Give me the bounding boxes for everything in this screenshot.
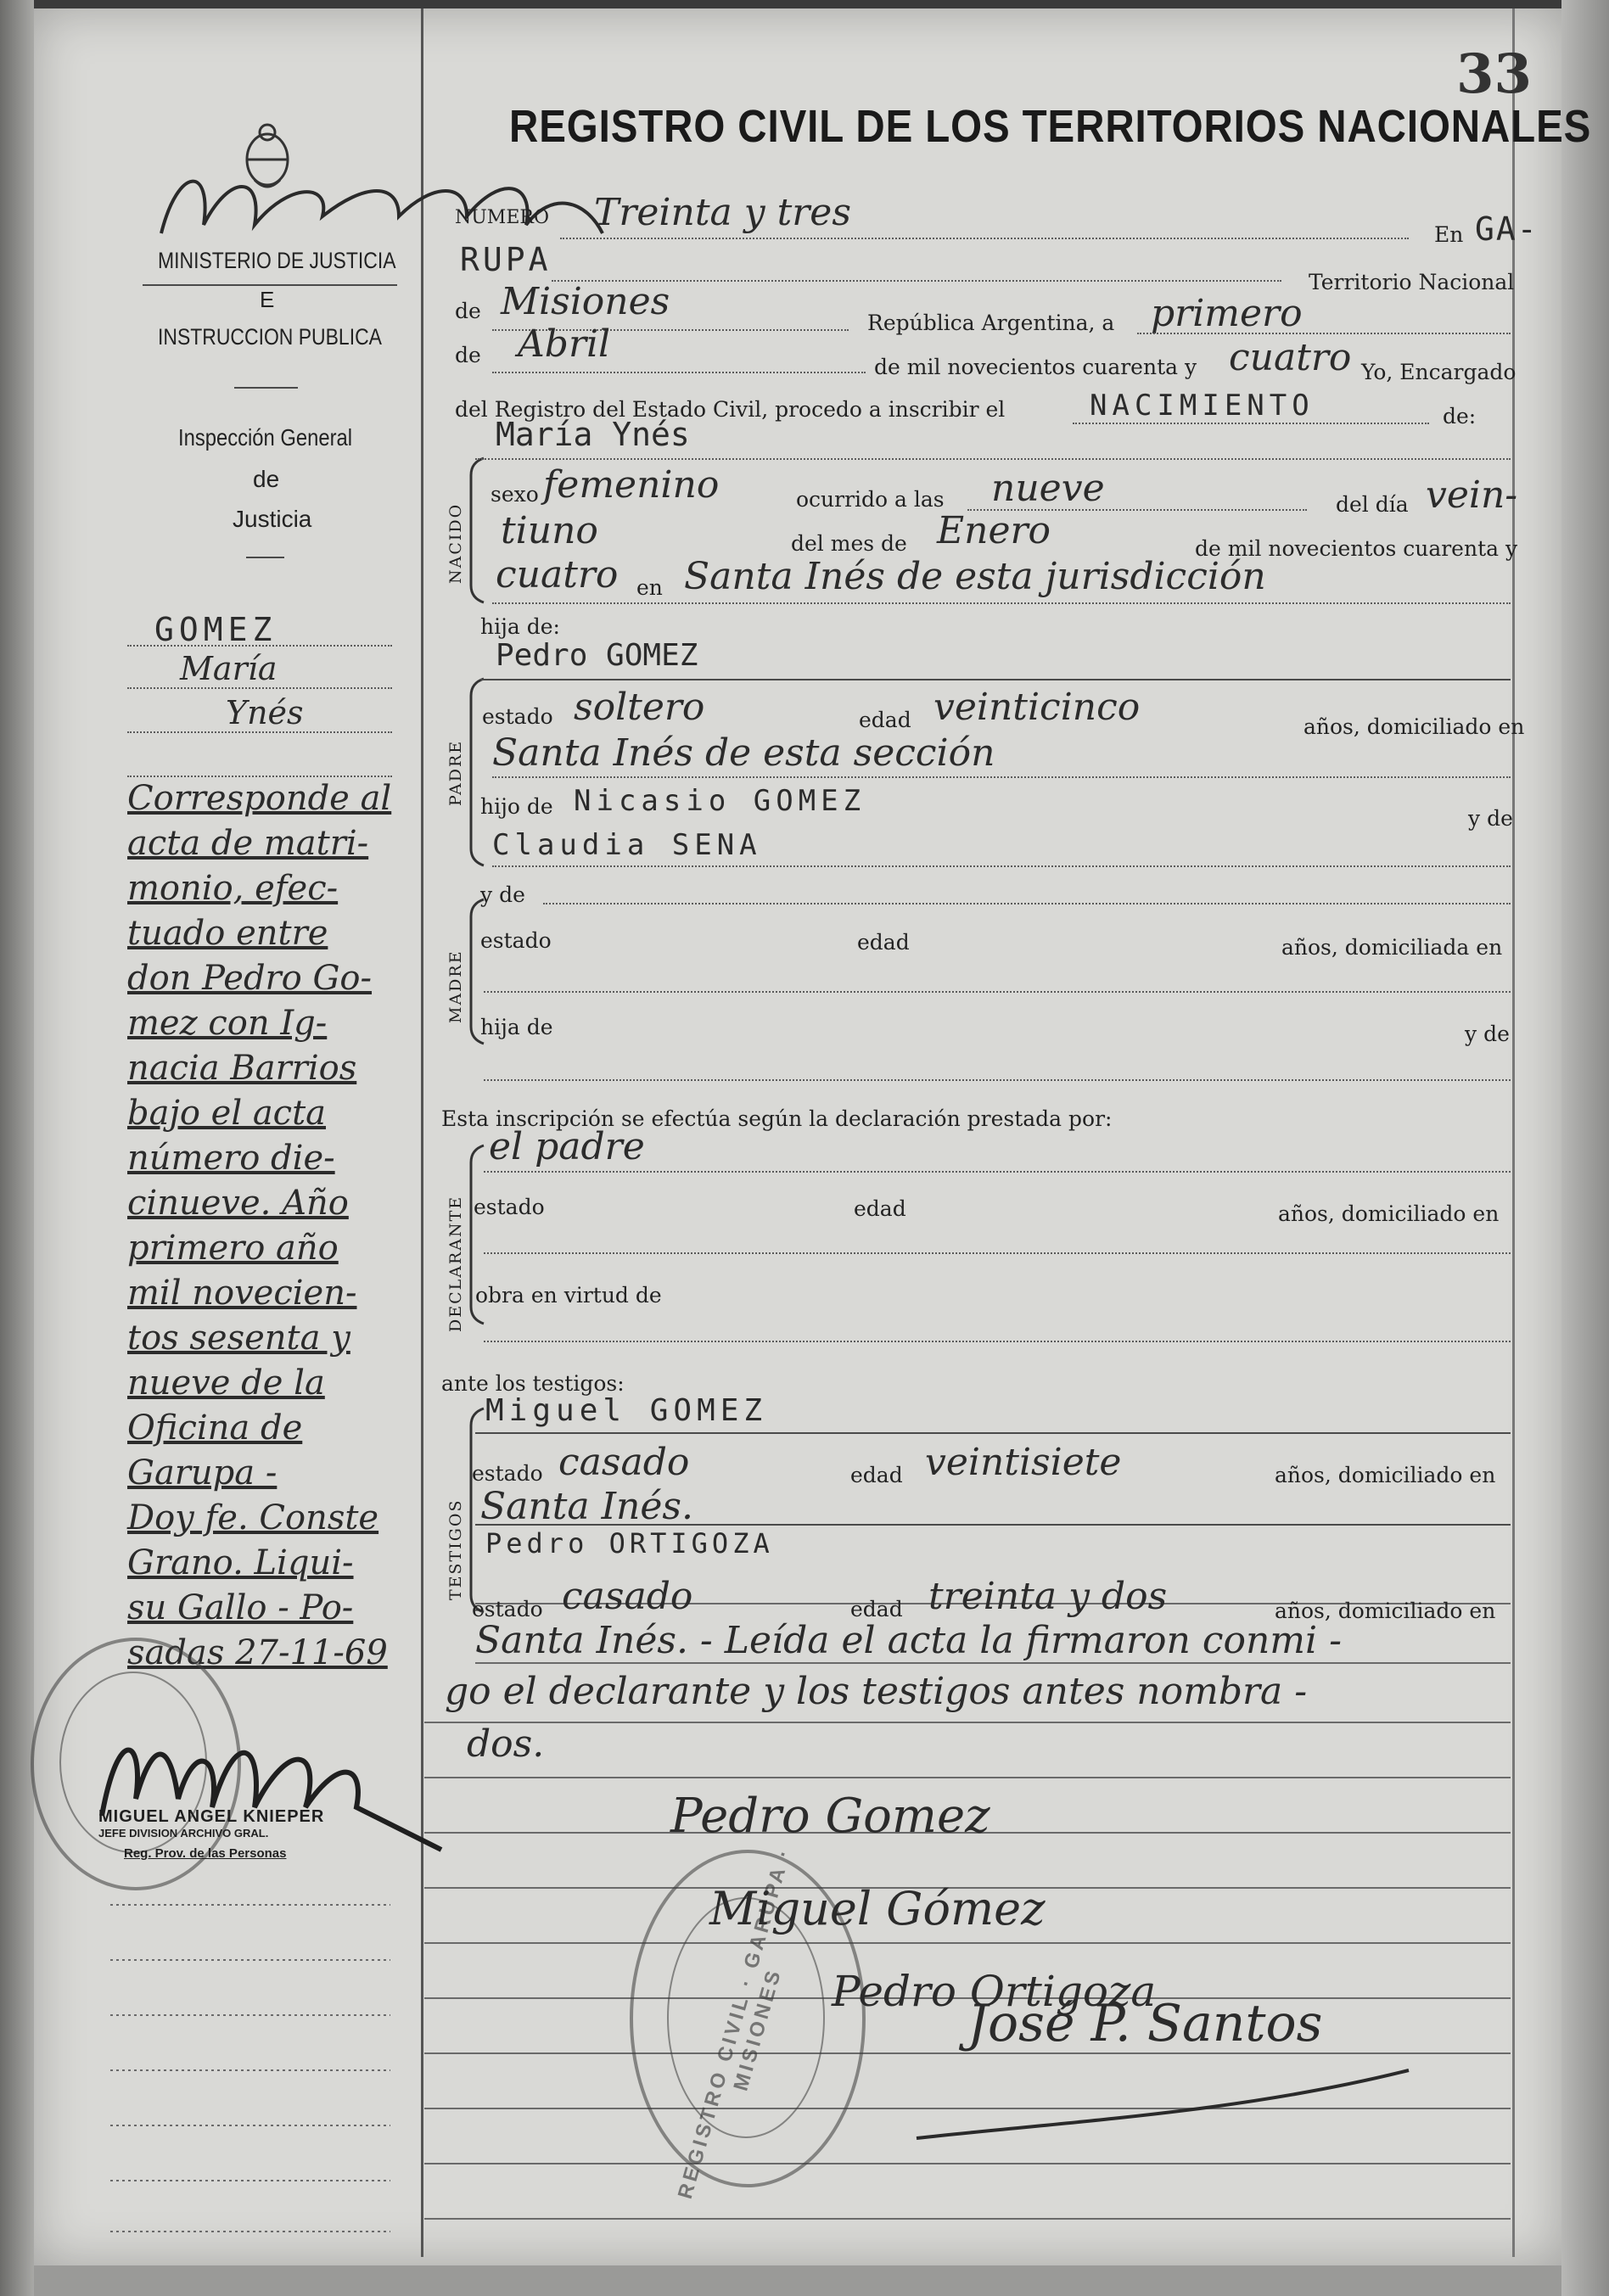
padre-domicilio-value: Santa Inés de esta sección	[492, 731, 995, 775]
testigo1-estado-value: casado	[558, 1441, 690, 1484]
label-edad-t2: edad	[850, 1597, 903, 1621]
ministry-line2: E	[260, 287, 275, 312]
margin-note-line: Corresponde al	[127, 779, 392, 818]
padre-madre-value: Claudia SENA	[492, 828, 762, 862]
margin-note-line: número die-	[127, 1139, 335, 1178]
margin-note-line: don Pedro Go-	[127, 959, 373, 998]
hora-value: nueve	[991, 467, 1105, 510]
margin-note-line: Grano. Liqui-	[127, 1543, 354, 1582]
rupa-value: RUPA	[460, 241, 552, 278]
cierre-line2: dos.	[467, 1722, 545, 1766]
inspection-line1: Inspección General	[178, 424, 353, 451]
label-del-mes: del mes de	[791, 531, 907, 556]
label-de-mil2: de mil novecientos cuarenta y	[1195, 536, 1518, 561]
anio-value: cuatro	[1229, 336, 1352, 379]
stamp-role: JEFE DIVISION ARCHIVO GRAL.	[98, 1827, 269, 1840]
inspection-line3: Justicia	[233, 506, 312, 532]
label-de-mil: de mil novecientos cuarenta y	[874, 355, 1197, 379]
signature-pedro-gomez: Pedro Gomez	[670, 1789, 990, 1844]
margin-note-line: su Gallo - Po-	[127, 1588, 354, 1627]
label-anos-dom-t2: años, domiciliado en	[1275, 1599, 1496, 1623]
dia-nac1-value: vein-	[1426, 473, 1518, 517]
label-de2: de	[455, 343, 481, 367]
testigo2-estado-value: casado	[562, 1575, 693, 1618]
label-inscripcion: Esta inscripción se efectúa según la declaración prestada por:	[441, 1106, 1113, 1131]
margin-note-line: tos sesenta y	[127, 1319, 350, 1358]
cierre-line1: go el declarante y los testigos antes nombra -	[445, 1670, 1308, 1713]
label-estado: estado	[482, 704, 553, 729]
label-y-de: y de	[1468, 806, 1513, 831]
dia-value: primero	[1151, 292, 1303, 335]
label-territorio: Territorio Nacional	[1309, 270, 1515, 294]
margin-signature	[85, 1688, 475, 1875]
margin-note-line: bajo el acta	[127, 1094, 327, 1133]
margin-rule	[127, 687, 392, 689]
fill-line	[492, 372, 866, 373]
section-testigos: TESTIGOS	[446, 1498, 465, 1600]
ministry-line1: MINISTERIO DE JUSTICIA	[158, 248, 396, 273]
margin-note-line: Doy fe. Conste	[127, 1498, 379, 1537]
margin-note-line: mez con Ig-	[127, 1004, 328, 1043]
fill-line	[484, 1079, 1511, 1081]
label-estado-decl: estado	[474, 1195, 545, 1219]
territorio-value: Misiones	[501, 280, 670, 323]
lugar-nac-value: Santa Inés de esta jurisdicción	[684, 555, 1266, 598]
label-y-de-madre: y de	[480, 882, 525, 907]
fill-line	[475, 1432, 1511, 1434]
margin-name2: Ynés	[226, 694, 304, 731]
margin-note	[127, 779, 399, 1678]
label-del-registro: del Registro del Estado Civil, procedo a inscribir el	[455, 397, 1006, 422]
stamp-name: MIGUEL ANGEL KNIEPER	[98, 1807, 325, 1826]
section-padre: PADRE	[446, 739, 465, 806]
label-hija-de-madre: hija de	[480, 1015, 553, 1039]
label-hija-de: hija de:	[480, 614, 560, 639]
label-yo: Yo, Encargado	[1361, 360, 1516, 384]
testigo1-dom-value: Santa Inés.	[480, 1485, 693, 1528]
nombre-value: María Ynés	[496, 416, 690, 453]
inspection-line2: de	[253, 466, 280, 492]
dia-nac2-value: tiuno	[501, 509, 598, 552]
fill-line	[484, 1341, 1511, 1342]
declarante-value: el padre	[489, 1125, 645, 1168]
signature-pedro-ortigoza: Pedro Ortigoza	[832, 1967, 1157, 2016]
label-en-lower: en	[636, 575, 663, 600]
signature-jose-santos: José P. Santos	[967, 1994, 1323, 2053]
signature-miguel-gomez: Miguel Gómez	[709, 1882, 1046, 1935]
margin-note-line: Garupa -	[127, 1453, 278, 1492]
ministry-line3: INSTRUCCION PUBLICA	[158, 324, 382, 350]
section-madre: MADRE	[446, 949, 465, 1023]
margin-note-line: nacia Barrios	[127, 1049, 357, 1088]
margin-note-line: primero año	[127, 1229, 339, 1268]
fill-line	[1073, 423, 1429, 424]
testigo1-edad-value: veintisiete	[925, 1441, 1122, 1484]
sexo-value: femenino	[543, 463, 720, 507]
signature-flourish	[900, 2019, 1426, 2147]
padre-nombre-value: Pedro GOMEZ	[496, 638, 698, 673]
testigo2-dom-value: Santa Inés. - Leída el acta la firmaron conmi -	[475, 1619, 1342, 1662]
label-del-dia: del día	[1336, 492, 1409, 517]
label-edad-madre: edad	[857, 930, 910, 955]
margin-note-line: cinueve. Año	[127, 1184, 349, 1223]
stamp-office: Reg. Prov. de las Personas	[124, 1846, 287, 1861]
margin-name1: María	[180, 650, 278, 687]
anio-nac-value: cuatro	[496, 553, 619, 596]
label-anos-dom-t1: años, domiciliado en	[1275, 1463, 1496, 1487]
margin-note-line: monio, efec-	[127, 869, 339, 908]
acto-value: NACIMIENTO	[1090, 389, 1315, 423]
fill-line	[543, 903, 1511, 904]
label-numero: NUMERO	[455, 207, 549, 228]
seal-text: REGISTRO CIVIL · GARUPA · MISIONES	[673, 1844, 797, 2202]
label-anos-dom: años, domiciliado en	[1303, 714, 1525, 739]
label-de: de	[455, 299, 481, 323]
fill-line	[492, 602, 1511, 604]
en-value: GA-	[1475, 210, 1539, 248]
mes-nac-value: Enero	[937, 509, 1051, 552]
label-anos-doma: años, domiciliada en	[1281, 935, 1503, 960]
label-edad: edad	[859, 708, 911, 732]
numero-value: Treinta y tres	[594, 191, 851, 234]
ministry-divider2	[234, 387, 298, 389]
section-declarante: DECLARANTE	[446, 1195, 465, 1332]
label-anos-dom-decl: años, domiciliado en	[1278, 1201, 1500, 1226]
margin-surname: GOMEZ	[154, 611, 278, 648]
testigo2-edad-value: treinta y dos	[928, 1575, 1168, 1618]
margin-note-line: acta de matri-	[127, 824, 369, 863]
page-title: REGISTRO CIVIL DE LOS TERRITORIOS NACIONALES	[509, 101, 1592, 152]
fill-line	[484, 1171, 1511, 1173]
margin-note-line: mil novecien-	[127, 1274, 357, 1313]
label-estado-madre: estado	[480, 928, 552, 953]
fill-line	[560, 238, 1409, 239]
fill-line	[475, 1524, 1511, 1526]
fill-line	[492, 865, 1511, 867]
padre-edad-value: veinticinco	[933, 686, 1141, 729]
margin-rule	[127, 776, 392, 777]
inspection-divider	[246, 557, 284, 558]
fill-line	[1137, 333, 1511, 334]
margin-rule	[127, 645, 392, 647]
mes-value: Abril	[518, 322, 611, 366]
fill-line	[484, 1252, 1511, 1254]
fill-line	[475, 458, 1511, 460]
ministry-divider	[143, 284, 397, 286]
fill-line	[480, 679, 1511, 680]
padre-estado-value: soltero	[574, 686, 705, 729]
margin-note-line: Oficina de	[127, 1408, 303, 1448]
label-ocurrido: ocurrido a las	[796, 487, 945, 512]
margin-note-line: sadas 27-11-69	[127, 1633, 388, 1672]
fill-line	[492, 776, 1511, 778]
label-edad-decl: edad	[854, 1196, 906, 1221]
label-obra: obra en virtud de	[475, 1283, 662, 1308]
label-edad-t1: edad	[850, 1463, 903, 1487]
padre-hijo-de-value: Nicasio GOMEZ	[574, 784, 866, 818]
label-ante: ante los testigos:	[441, 1371, 625, 1396]
section-nacido: NACIDO	[446, 502, 465, 584]
label-en: En	[1434, 222, 1464, 247]
label-estado-t2: estado	[472, 1597, 543, 1621]
margin-note-line: nueve de la	[127, 1364, 325, 1403]
label-hijo-de: hijo de	[480, 794, 553, 819]
label-y-de-madre2: y de	[1465, 1022, 1510, 1046]
margin-rule	[127, 731, 392, 733]
label-republica: República Argentina, a	[867, 311, 1115, 335]
testigo1-value: Miguel GOMEZ	[485, 1393, 768, 1428]
fill-line	[484, 991, 1511, 993]
label-estado-t1: estado	[472, 1461, 543, 1486]
margin-note-line: tuado entre	[127, 914, 328, 953]
label-de-colon: de:	[1443, 404, 1477, 428]
testigo2-value: Pedro ORTIGOZA	[485, 1527, 774, 1560]
page-number: 33	[1456, 42, 1533, 106]
label-sexo: sexo	[491, 482, 539, 507]
